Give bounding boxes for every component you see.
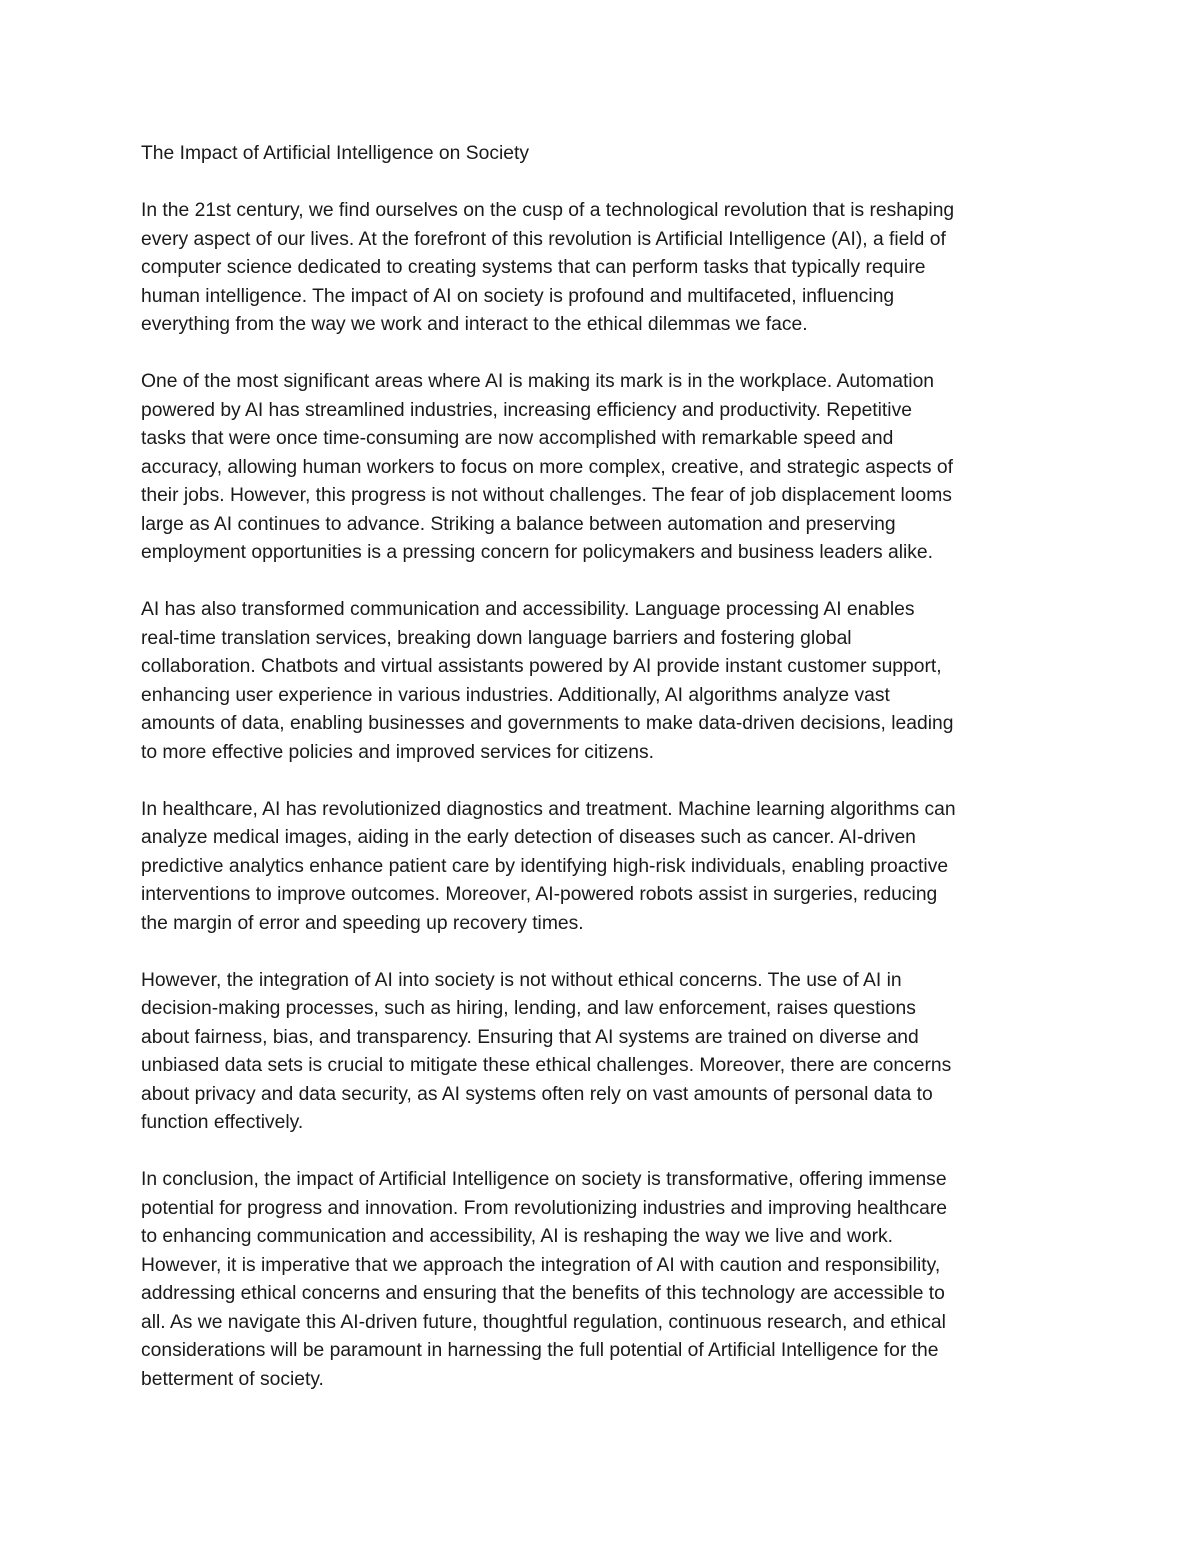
paragraph-introduction: In the 21st century, we find ourselves on the cusp of a technological revolution that is reshaping every aspect of our lives. At the forefront of this revolution is Artificial Intelligence (AI), a field of computer science dedicated to creating systems that can perform tasks that typically require human intelligence. The impact of AI on society is profound and multifaceted, influencing everything from the way we work and interact to the ethical dilemmas we face.	[141, 200, 955, 335]
document-title: The Impact of Artificial Intelligence on Society	[141, 143, 529, 164]
paragraph-ethics: However, the integration of AI into society is not without ethical concerns. The use of AI in decision-making processes, such as hiring, lending, and law enforcement, raises questions about fairness, bias, and transparency. Ensuring that AI systems are trained on diverse and unbiased data sets is crucial to mitigate these ethical challenges. Moreover, there are concerns about privacy and data security, as AI systems often rely on vast amounts of personal data to function effectively.	[141, 969, 952, 1133]
paragraph-workplace: One of the most significant areas where AI is making its mark is in the workplace. Automation powered by AI has streamlined industries, increasing efficiency and productivity. Repetitive tasks that were once time-consuming are now accomplished with remarkable speed and accuracy, allowing human workers to focus on more complex, creative, and strategic aspects of their jobs. However, this progress is not without challenges. The fear of job displacement looms large as AI continues to advance. Striking a balance between automation and preserving employment opportunities is a pressing concern for policymakers and business leaders alike.	[141, 371, 953, 563]
paragraph-conclusion: In conclusion, the impact of Artificial Intelligence on society is transformative, offering immense potential for progress and innovation. From revolutionizing industries and improving healthcare to enhancing communication and accessibility, AI is reshaping the way we live and work. However, it is imperative that we approach the integration of AI with caution and responsibility, addressing ethical concerns and ensuring that the benefits of this technology are accessible to all. As we navigate this AI-driven future, thoughtful regulation, continuous research, and ethical considerations will be paramount in harnessing the full potential of Artificial Intelligence for the betterment of society.	[141, 1169, 947, 1390]
paragraph-healthcare: In healthcare, AI has revolutionized diagnostics and treatment. Machine learning algorithms can analyze medical images, aiding in the early detection of diseases such as cancer. AI-driven predictive analytics enhance patient care by identifying high-risk individuals, enabling proactive interventions to improve outcomes. Moreover, AI-powered robots assist in surgeries, reducing the margin of error and speeding up recovery times.	[141, 798, 956, 934]
paragraph-communication: AI has also transformed communication and accessibility. Language processing AI enables real-time translation services, breaking down language barriers and fostering global collaboration. Chatbots and virtual assistants powered by AI provide instant customer support, enhancing user experience in various industries. Additionally, AI algorithms analyze vast amounts of data, enabling businesses and governments to make data-driven decisions, leading to more effective policies and improved services for citizens.	[141, 599, 954, 763]
document-page	[141, 140, 1061, 1423]
